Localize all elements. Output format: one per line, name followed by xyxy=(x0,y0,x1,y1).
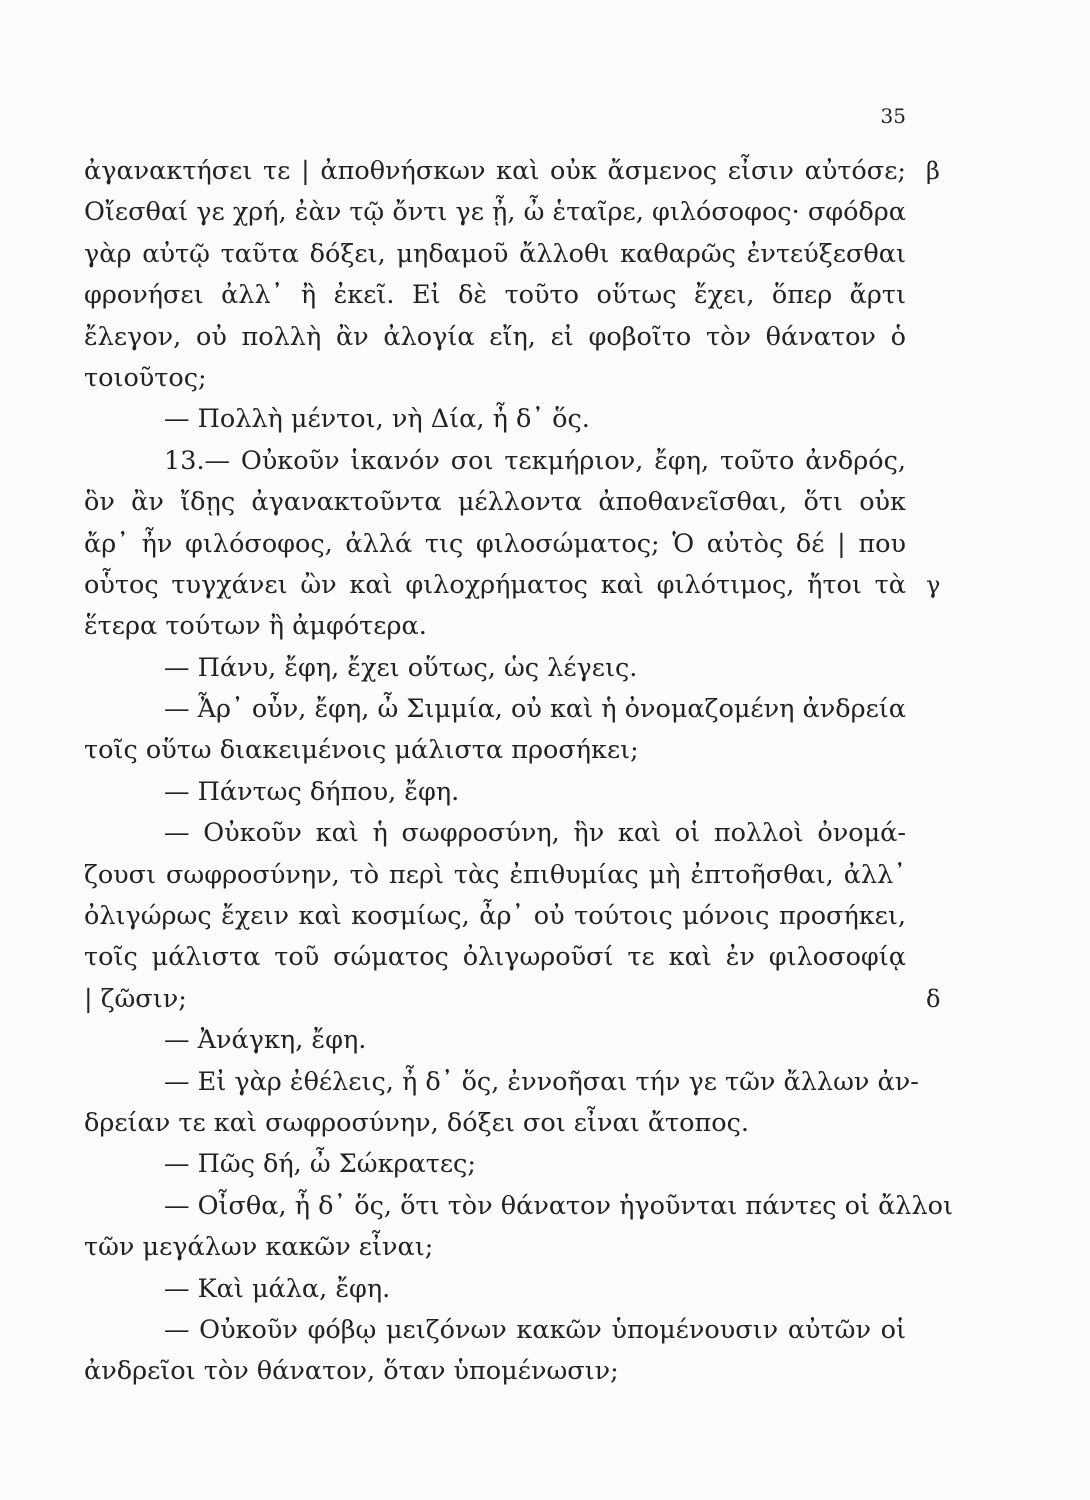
text-line: — Οἶσθα, ἦ δ᾽ ὅς, ὅτι τὸν θάνατον ἡγοῦνται πάντες οἱ ἄλλοι xyxy=(164,1190,953,1221)
text-line: — Ἀνάγκη, ἔφη. xyxy=(164,1025,367,1056)
text-line: τοιοῦτος; xyxy=(84,362,207,393)
text-line: ζουσι σωφροσύνην, τὸ περὶ τὰς ἐπιθυμίας μὴ ἐπτοῆσθαι, ἀλλ᾽ xyxy=(84,859,906,890)
text-line: — Εἰ γὰρ ἐθέλεις, ἦ δ᾽ ὅς, ἐννοῆσαι τήν γε τῶν ἄλλων ἀν- xyxy=(164,1066,919,1097)
text-line: — Πολλὴ μέντοι, νὴ Δία, ἦ δ᾽ ὅς. xyxy=(164,404,590,435)
text-line: — Ἆρ᾽ οὖν, ἔφη, ὦ Σιμμία, οὐ καὶ ἡ ὀνομαζομένη ἀνδρεία xyxy=(164,694,906,725)
text-line: οὗτος τυγχάνει ὢν καὶ φιλοχρήματος καὶ φιλότιμος, ἤτοι τὰ xyxy=(84,569,906,600)
text-line: τοῖς μάλιστα τοῦ σώματος ὀλιγωροῦσί τε καὶ ἐν φιλοσοφίᾳ xyxy=(84,942,906,973)
text-line: ἕτερα τούτων ἢ ἀμφότερα. xyxy=(84,611,427,642)
text-line: τῶν μεγάλων κακῶν εἶναι; xyxy=(84,1232,434,1263)
text-line: φρονήσει ἀλλ᾽ ἢ ἐκεῖ. Εἰ δὲ τοῦτο οὕτως ἔχει, ὅπερ ἄρτι xyxy=(84,280,906,311)
text-line: | ζῶσιν; xyxy=(84,983,187,1014)
text-line: Οἴεσθαί γε χρή, ἐὰν τῷ ὄντι γε ᾖ, ὦ ἑταῖρε, φιλόσοφος· σφόδρα xyxy=(84,197,906,228)
text-line: — Πάνυ, ἔφη, ἔχει οὕτως, ὡς λέγεις. xyxy=(164,652,638,683)
text-line: τοῖς οὕτω διακειμένοις μάλιστα προσήκει; xyxy=(84,735,639,766)
text-line: ὃν ἂν ἴδῃς ἀγανακτοῦντα μέλλοντα ἀποθανεῖσθαι, ὅτι οὐκ xyxy=(84,487,906,518)
text-line: 13.— Οὐκοῦν ἱκανόν σοι τεκμήριον, ἔφη, τοῦτο ἀνδρός, xyxy=(164,445,906,476)
margin-note-gamma: γ xyxy=(926,571,941,599)
text-line: ἄρ᾽ ἦν φιλόσοφος, ἀλλά τις φιλοσώματος; Ὁ αὐτὸς δέ | που xyxy=(84,528,906,559)
page-number: 35 xyxy=(880,104,906,128)
text-line: ἀγανακτήσει τε | ἀποθνήσκων καὶ οὐκ ἄσμενος εἶσιν αὐτόσε; xyxy=(84,156,906,186)
margin-note-beta: β xyxy=(926,157,940,185)
text-line: δρείαν τε καὶ σωφροσύνην, δόξει σοι εἶναι ἄτοπος. xyxy=(84,1107,750,1138)
text-line: — Πῶς δή, ὦ Σώκρατες; xyxy=(164,1149,476,1180)
text-line: — Πάντως δήπου, ἔφη. xyxy=(164,776,460,807)
text-line: — Καὶ μάλα, ἔφη. xyxy=(164,1273,391,1304)
text-line: — Οὐκοῦν καὶ ἡ σωφροσύνη, ἣν καὶ οἱ πολλοὶ ὀνομά- xyxy=(164,818,906,849)
text-line: γὰρ αὐτῷ ταῦτα δόξει, μηδαμοῦ ἄλλοθι καθαρῶς ἐντεύξεσθαι xyxy=(84,238,906,269)
text-column xyxy=(84,151,953,1393)
text-line: ἔλεγον, οὐ πολλὴ ἂν ἀλογία εἴη, εἰ φοβοῖτο τὸν θάνατον ὁ xyxy=(84,321,906,352)
text-line: ὀλιγώρως ἔχειν καὶ κοσμίως, ἆρ᾽ οὐ τούτοις μόνοις προσήκει, xyxy=(84,901,906,932)
text-line: ἀνδρεῖοι τὸν θάνατον, ὅταν ὑπομένωσιν; xyxy=(84,1356,619,1387)
text-line: — Οὐκοῦν φόβῳ μειζόνων κακῶν ὑπομένουσιν αὐτῶν οἱ xyxy=(164,1314,906,1345)
margin-note-delta: δ xyxy=(926,985,941,1013)
